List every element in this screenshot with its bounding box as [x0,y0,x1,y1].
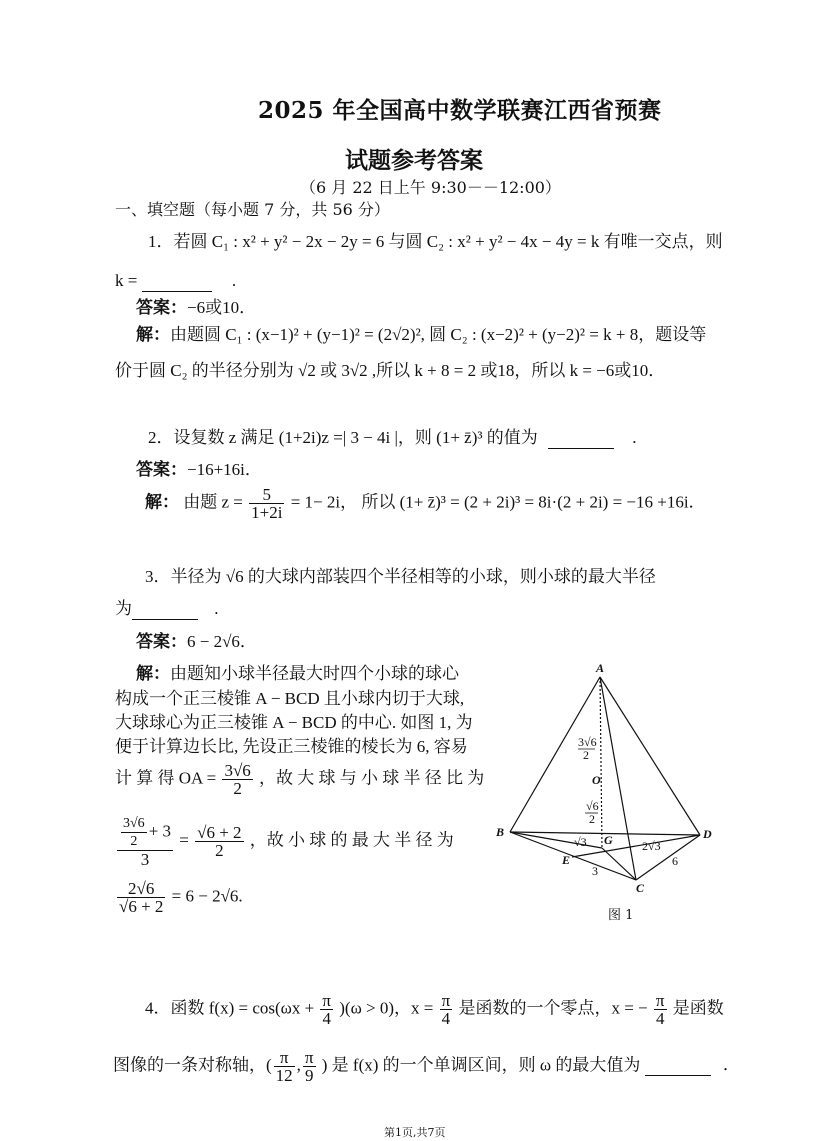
q3-ratio-result-den: 2 [215,841,224,860]
q3-oa-den: 2 [233,779,242,798]
q1-solution-line2: 价于圆 C₂ 的半径分别为 √2 或 3√2 ,所以 k + 8 = 2 或18，所以 k = −6或10． [115,361,666,380]
q3-period: . [214,599,219,618]
q2-fraction-den: 1+2i [251,503,283,522]
q1-answer-value: −6或10． [187,298,257,317]
label-2sqrt3: 2√3 [642,839,661,853]
page-title: 2025 年全国高中数学联赛江西省预赛 [258,97,662,124]
label-2-top: 2 [583,748,589,762]
label-g: G [604,833,613,847]
q4-pi-over-4-c [654,992,667,1027]
q2-solution-post: = 1− 2i， 所以 (1+ z̄)³ = (2 + 2i)³ = 8i·(2 + 2i) = −16 +16i． [290,492,706,512]
q2-fraction [249,486,284,521]
q4-four-a: 4 [322,1009,331,1028]
q2-answer [136,460,262,480]
q4-pi-over-9 [303,1049,316,1084]
q4-four-b: 4 [441,1009,451,1028]
q4-pi-over-12 [274,1049,295,1084]
q3-ratio-num [117,815,173,851]
q3-solution-text1: 由题知小球半径最大时四个小球的球心 [170,664,459,683]
q3-ratio-result-num: √6 + 2 [197,823,242,842]
q4-pi-b: π [441,991,451,1010]
q2-solution [145,486,706,521]
figure-caption: 图 1 [608,908,634,923]
q2-answer-value: −16+16i． [187,460,262,479]
q3-final-num: 2√6 [117,880,165,898]
q3-solution-line4: 便于计算边长比, 先设正三棱锥的棱长为 6, 容易 [115,737,468,756]
q3-wei: 为 [115,599,132,618]
q4-period: ． [722,1055,740,1075]
q3-answer-blank [132,599,198,620]
q2-solution-label: 解： [145,492,179,512]
q3-sol7-post: = 6 − 2√6. [171,886,243,906]
q1-text: 1．若圆 C₁ : x² + y² − 2x − 2y = 6 与圆 C₂ : x² + y² − 4x − 4y = k 有唯一交点，则 [148,232,723,251]
q2-fraction-num: 5 [249,486,284,504]
label-3: 3 [592,864,598,878]
q3-ratio-den: 3 [140,850,150,869]
q1-k: k = [115,271,138,290]
q3-sol5-post: ，故 大 球 与 小 球 半 径 比 为 [259,768,485,788]
q4-pi-d: π [274,1049,295,1067]
q4-answer-blank [645,1055,711,1076]
q4-pi-e: π [304,1048,314,1067]
q2-text [148,428,636,449]
q4-pi-over-4-a [320,992,333,1027]
label-o: O [592,773,601,787]
label-e: E [562,853,571,867]
q3-ratio-eq: = [179,830,189,850]
q1-answer-label: 答案： [136,298,187,317]
q2-answer-blank [548,428,614,449]
q4-line1 [145,992,724,1027]
q3-text-line2 [115,599,219,620]
edge-ad [600,677,700,835]
label-b: B [496,825,505,839]
section-heading: 一、填空题（每小题 7 分，共 56 分） [115,200,390,219]
q1-solution-text: 由题圆 C₁ : (x−1)² + (y−1)² = (2√2)², 圆 C₂ : (x−2)² + (y−2)² = k + 8，题设等 [170,325,707,344]
exam-time: （6 月 22 日上午 9:30－－12:00） [300,178,561,197]
label-6: 6 [672,854,678,868]
q3-solution-label: 解： [136,664,170,683]
q4-twelve: 12 [275,1066,293,1085]
label-3sqrt6: 3√6 [578,735,597,749]
q3-final-den: √6 + 2 [119,897,164,916]
q3-ratio-inner-num: 3√6 [123,816,145,831]
q3-solution-line6 [115,815,454,868]
q3-ratio-inner-den: 2 [130,834,138,849]
q4-pi-c: π [655,991,665,1010]
q3-ratio-inner [121,815,147,850]
label-2-mid: 2 [589,812,595,826]
q2-question: 2．设复数 z 满足 (1+2i)z =| 3 − 4i |，则 (1+ z̄)³ 的值为 [148,428,538,447]
q2-period: . [632,428,637,447]
q3-oa-fraction [222,762,252,797]
tetrahedron-figure [490,660,720,895]
q4-text-6: ) 是 f(x) 的一个单调区间，则 ω 的最大值为 [321,1055,641,1075]
q3-solution-line5 [115,762,484,797]
page-footer: 第1页,共7页 [384,1126,446,1139]
q3-solution-line2: 构成一个正三棱锥 A − BCD 且小球内切于大球, [115,689,465,708]
q4-text-1: 4．函数 f(x) = cos(ωx + [145,998,315,1018]
q3-solution-line1 [136,664,459,684]
q4-text-5: 图像的一条对称轴，( [113,1055,272,1075]
q3-ratio-fraction [117,815,173,868]
q3-answer-label: 答案： [136,632,187,651]
label-a: A [596,661,605,675]
label-c: C [636,881,645,895]
height-line [600,677,602,848]
q3-ratio-plus3: + 3 [148,821,172,841]
q4-nine: 9 [304,1066,314,1085]
q3-solution-line3: 大球球心为正三棱锥 A − BCD 的中心. 如图 1, 为 [115,713,473,732]
q1-period: . [231,271,237,290]
q3-text: 3．半径为 √6 的大球内部装四个半径相等的小球，则小球的最大半径 [145,567,656,586]
q1-solution-label: 解： [136,325,170,344]
q4-pi-over-4-b [440,992,453,1027]
bg-line [510,832,602,848]
q4-pi-a: π [322,991,332,1010]
q3-oa-num: 3√6 [224,761,251,780]
label-sqrt3: √3 [574,835,587,849]
q1-answer-blank [142,271,212,292]
q3-solution-line7 [115,880,243,915]
q3-sol6-post: ，故 小 球 的 最 大 半 径 为 [249,830,454,850]
q1-solution-line1 [136,325,706,345]
q3-answer-value: 6 − 2√6． [187,632,257,651]
q4-text-3: 是函数的一个零点，x = − [458,998,648,1018]
q2-answer-label: 答案： [136,460,187,479]
q4-line2: 图像的一条对称轴，( $\frac{\pi}{12}$ , $\frac{\pi}{9}$ ) 是 f(x) 的一个单调区间，则 ω 的最大值为 ． [113,1048,740,1085]
q2-solution-pre: 由题 z = [183,492,243,512]
label-sqrt6: √6 [586,799,599,813]
q4-text-2: )(ω > 0)，x = [339,998,434,1018]
label-d: D [703,827,712,841]
q1-answer [136,298,256,318]
q3-ratio-result [195,824,243,859]
q3-final-fraction [117,880,165,915]
edge-bc [510,832,636,880]
q3-answer [136,632,257,652]
q4-text-4: 是函数 [672,998,724,1018]
q1-text-line2 [115,271,236,292]
q3-sol5-pre: 计 算 得 OA = [115,768,217,788]
page-subtitle: 试题参考答案 [345,147,483,174]
q4-four-c: 4 [655,1009,665,1028]
